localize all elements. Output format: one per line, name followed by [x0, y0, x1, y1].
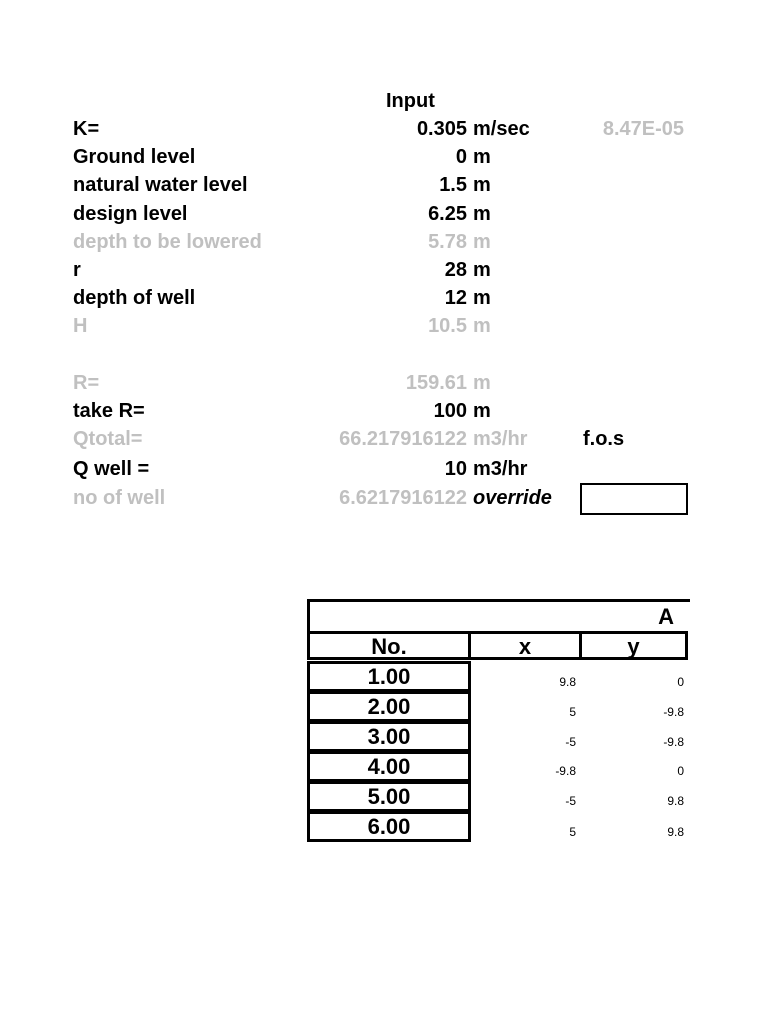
column-header-y: y: [579, 631, 688, 660]
table-cell-y[interactable]: -9.8: [663, 735, 684, 749]
row-label: K=: [73, 118, 100, 140]
table-cell-x[interactable]: -5: [565, 794, 576, 808]
row-label: take R=: [73, 400, 145, 422]
table-cell-y[interactable]: -9.8: [663, 705, 684, 719]
row-unit: m3/hr: [473, 428, 528, 450]
row-natural-water-level: [0, 171, 768, 199]
row-value[interactable]: 12: [444, 287, 467, 309]
row-q-well: [0, 455, 768, 483]
row-label: depth of well: [73, 287, 196, 309]
row-unit: m: [473, 203, 491, 225]
row-value[interactable]: 28: [444, 259, 467, 281]
row-value: 10.5: [428, 315, 467, 337]
fos-label: f.o.s: [583, 428, 625, 450]
column-header-x: x: [468, 631, 582, 660]
table-cell-x[interactable]: 9.8: [559, 675, 576, 689]
row-value: 159.61: [405, 372, 467, 394]
row-depth-to-be-lowered: [0, 228, 768, 256]
k-converted-value: 8.47E-05: [602, 118, 684, 140]
row-unit: m: [473, 231, 491, 253]
row-k: [0, 115, 768, 143]
row-label: design level: [73, 203, 188, 225]
row-depth-of-well: [0, 284, 768, 312]
table-row-no: 1.00: [307, 661, 471, 692]
row-label: R=: [73, 372, 100, 394]
table-row-no: 6.00: [307, 811, 471, 842]
table-cell-y[interactable]: 0: [677, 675, 684, 689]
row-value[interactable]: 1.5: [439, 174, 467, 196]
row-take-r: [0, 397, 768, 425]
row-unit: m: [473, 259, 491, 281]
row-label: r: [73, 259, 81, 281]
table-cell-x[interactable]: 5: [569, 825, 576, 839]
table-row-no: 4.00: [307, 751, 471, 782]
table-cell-y[interactable]: 9.8: [667, 794, 684, 808]
override-input[interactable]: [580, 483, 688, 515]
row-ground-level: [0, 143, 768, 171]
row-label: Ground level: [73, 146, 196, 168]
row-h: [0, 312, 768, 340]
row-r: [0, 256, 768, 284]
row-value[interactable]: 6.25: [428, 203, 467, 225]
row-unit: m: [473, 372, 491, 394]
row-unit: m3/hr: [473, 458, 528, 480]
table-row-no: 2.00: [307, 691, 471, 722]
row-label: Q well =: [73, 458, 150, 480]
row-unit: m/sec: [473, 118, 530, 140]
row-value[interactable]: 0.305: [416, 118, 467, 140]
row-label: Qtotal=: [73, 428, 143, 450]
row-unit: m: [473, 315, 491, 337]
row-unit: m: [473, 174, 491, 196]
row-value: 6.6217916122: [339, 487, 467, 509]
table-cell-x[interactable]: -5: [565, 735, 576, 749]
row-r-computed: [0, 369, 768, 397]
table-row-no: 5.00: [307, 781, 471, 812]
row-value[interactable]: 100: [433, 400, 467, 422]
group-label: A: [658, 604, 674, 629]
row-value[interactable]: 10: [444, 458, 467, 480]
table-cell-y[interactable]: 0: [677, 764, 684, 778]
override-label: override: [473, 487, 552, 509]
row-qtotal: [0, 425, 768, 453]
row-value[interactable]: 0: [455, 146, 467, 168]
row-design-level: [0, 200, 768, 228]
row-unit: m: [473, 287, 491, 309]
row-label: H: [73, 315, 88, 337]
row-label: no of well: [73, 487, 166, 509]
row-value: 66.217916122: [339, 428, 467, 450]
row-value: 5.78: [428, 231, 467, 253]
column-header-no: No.: [307, 631, 471, 660]
table-cell-y[interactable]: 9.8: [667, 825, 684, 839]
table-cell-x[interactable]: 5: [569, 705, 576, 719]
row-unit: m: [473, 400, 491, 422]
table-cell-x[interactable]: -9.8: [555, 764, 576, 778]
row-unit: m: [473, 146, 491, 168]
table-group-header: [307, 599, 690, 632]
row-label: depth to be lowered: [73, 231, 262, 253]
row-label: natural water level: [73, 174, 248, 196]
table-row-no: 3.00: [307, 721, 471, 752]
input-heading: Input: [386, 90, 435, 112]
